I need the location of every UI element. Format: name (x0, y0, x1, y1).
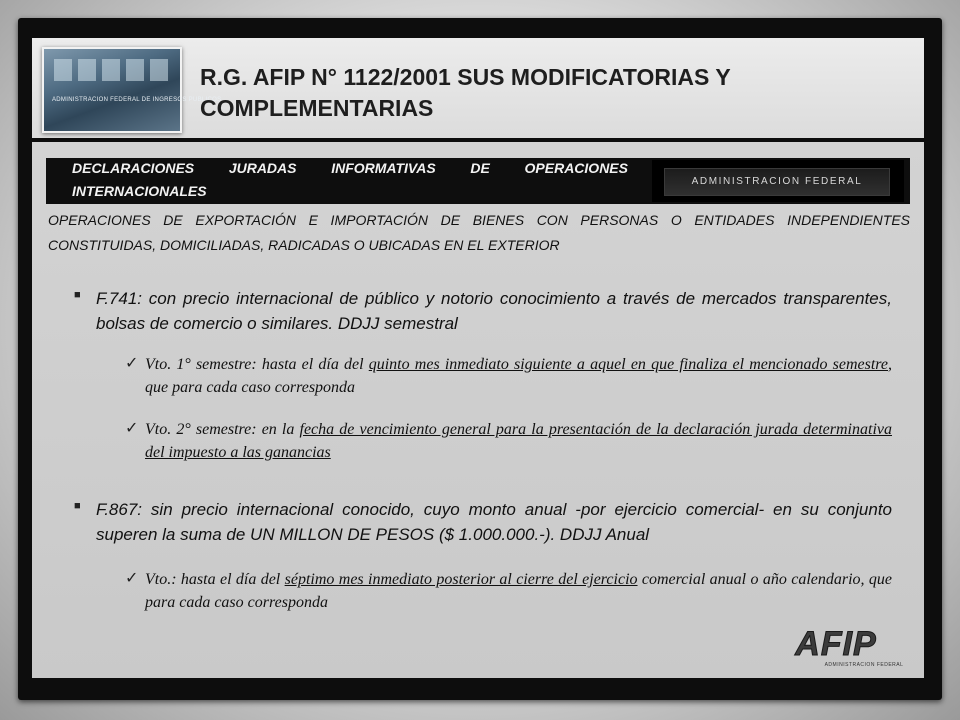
checkmark-icon: ✓ (125, 355, 139, 372)
form-867-deadline: Vto.: hasta el día del séptimo mes inmediato posterior al cierre del ejercicio comercial anual o año calendario, que para cada caso corresponda (145, 571, 893, 611)
building-photo (42, 47, 222, 133)
checkmark-icon: ✓ (125, 570, 139, 587)
afip-logo-tagline: ADMINISTRACION FEDERAL (824, 662, 904, 668)
section-subtitle: OPERACIONES DE EXPORTACIÓN E IMPORTACIÓN DE BIENES CON PERSONAS O ENTIDADES INDEPENDIENTES CONSTITUIDAS, DOMICILIADAS, RADICADAS O UBICADAS EN EL EXTERIOR (48, 212, 910, 253)
form-741-text: F.741: con precio internacional de público y notorio conocimiento a través de mercados transparentes, bolsas de comercio o similares. DDJJ semestral (96, 289, 892, 333)
square-bullet-icon: ■ (74, 500, 81, 512)
afip-logo (766, 622, 906, 670)
form-741-deadline-1: Vto. 1° semestre: hasta el día del quinto mes inmediato siguiente a aquel en que finaliza el mencionado semestre, que para cada caso corresponda (145, 356, 893, 396)
section-label: DECLARACIONES JURADAS INFORMATIVAS DE OPERACIONES INTERNACIONALES (72, 160, 628, 199)
form-867-text: F.867: sin precio internacional conocido, cuyo monto anual -por ejercicio comercial- en su conjunto superen la suma de UN MILLON DE PESOS ($ 1.000.000.-). DDJJ Anual (96, 500, 892, 544)
agency-logo-banner (652, 160, 904, 202)
afip-logo-wordmark: AFIP (795, 625, 877, 663)
checkmark-icon: ✓ (125, 420, 139, 437)
agency-logo-text: ADMINISTRACION FEDERAL (691, 176, 863, 187)
page-title: R.G. AFIP N° 1122/2001 SUS MODIFICATORIAS Y COMPLEMENTARIAS (200, 64, 731, 121)
square-bullet-icon: ■ (74, 289, 81, 301)
form-741-deadline-2: Vto. 2° semestre: en la fecha de vencimiento general para la presentación de la declaración jurada determinativa del impuesto a las ganancias (145, 421, 892, 461)
building-sign: ADMINISTRACION FEDERAL DE INGRESOS PUBLICOS (52, 97, 222, 103)
